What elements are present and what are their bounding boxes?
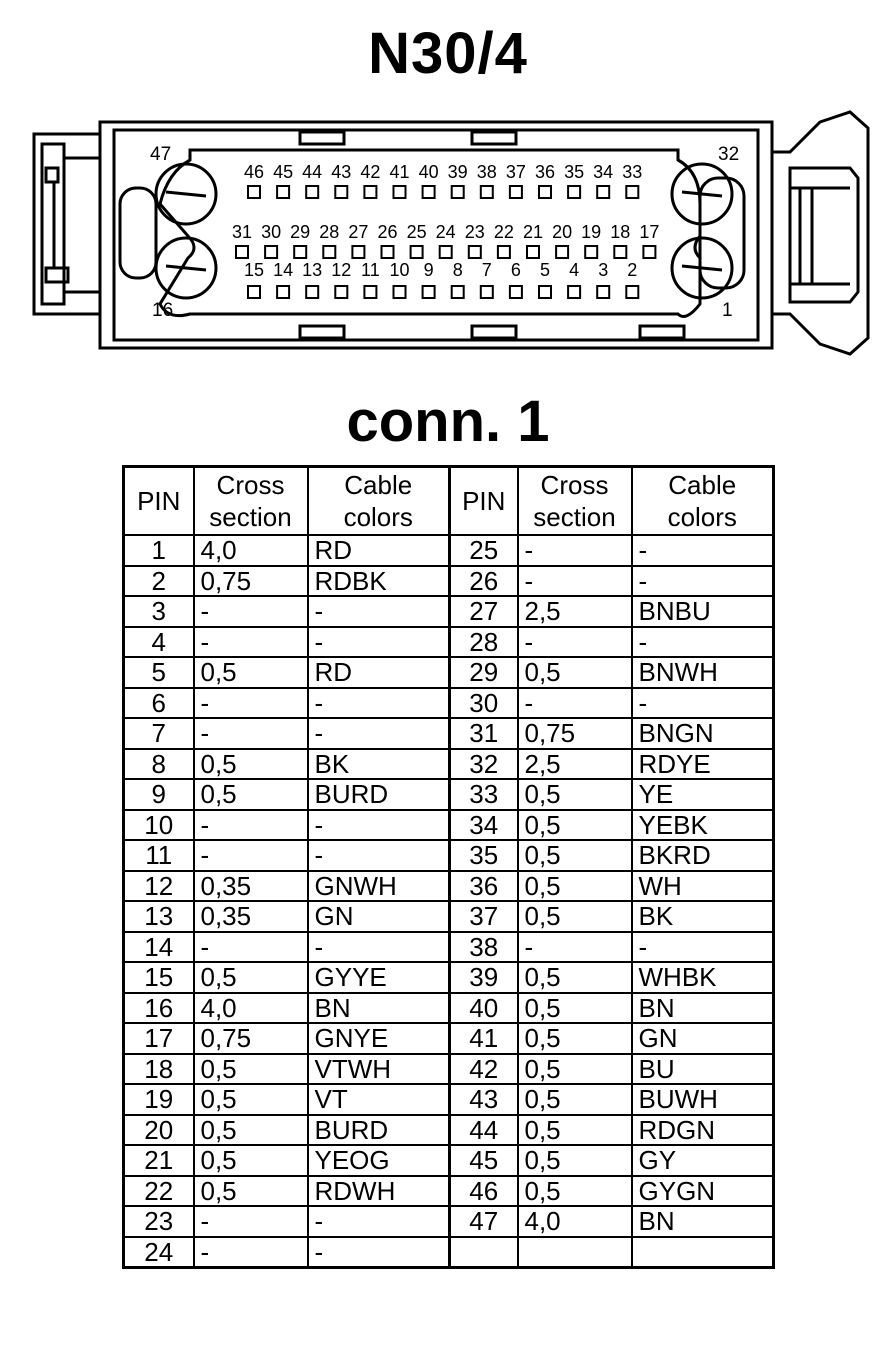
cable-color: BU	[632, 1054, 774, 1085]
pin-number: 2	[124, 566, 194, 597]
cross-section: 0,5	[194, 749, 308, 780]
pin-number: 26	[450, 566, 518, 597]
connector-title: N30/4	[368, 21, 528, 86]
cable-color: VTWH	[308, 1054, 450, 1085]
table-row	[124, 993, 774, 1024]
cable-color: RDYE	[632, 749, 774, 780]
cable-color: VT	[308, 1084, 450, 1115]
pin-socket	[277, 286, 289, 298]
corner-label-bottom-right: 1	[722, 300, 733, 321]
pin-socket	[481, 286, 493, 298]
right-latch	[772, 112, 868, 354]
pin-socket	[423, 286, 435, 298]
pin-number: 3	[124, 596, 194, 627]
pin-number: 1	[124, 535, 194, 566]
pin-socket	[452, 186, 464, 198]
pin-socket	[236, 246, 248, 258]
pin-number	[450, 1237, 518, 1268]
cross-section: -	[194, 1237, 308, 1268]
pin-number: 5	[124, 657, 194, 688]
pin-number: 16	[124, 993, 194, 1024]
cable-color: -	[308, 627, 450, 658]
table-row	[124, 749, 774, 780]
cross-section: 0,5	[194, 1176, 308, 1207]
table-row	[124, 688, 774, 719]
cross-section: 2,5	[518, 749, 632, 780]
pin-label: 41	[389, 162, 410, 182]
table-row	[124, 1237, 774, 1268]
cable-color: -	[632, 566, 774, 597]
pin-label: 7	[481, 260, 492, 280]
cable-color: GN	[632, 1023, 774, 1054]
table-row	[124, 657, 774, 688]
cross-section: -	[518, 535, 632, 566]
cable-color: GN	[308, 901, 450, 932]
cable-color: -	[632, 932, 774, 963]
pin-socket	[382, 246, 394, 258]
cross-section: 0,5	[518, 871, 632, 902]
cross-section: 0,5	[518, 1115, 632, 1146]
pin-number: 10	[124, 810, 194, 841]
cable-color: RD	[308, 657, 450, 688]
pin-number: 4	[124, 627, 194, 658]
table-row	[124, 1145, 774, 1176]
pin-number: 25	[450, 535, 518, 566]
pin-label: 13	[302, 260, 323, 280]
cross-section: 0,5	[518, 779, 632, 810]
cable-color: BNBU	[632, 596, 774, 627]
corner-label-top-right: 32	[718, 144, 740, 165]
pin-socket	[614, 246, 626, 258]
cable-color: WHBK	[632, 962, 774, 993]
pin-label: 14	[273, 260, 294, 280]
pin-label: 20	[552, 222, 573, 242]
cross-section: 0,5	[194, 1084, 308, 1115]
table-row	[124, 596, 774, 627]
cross-section: 0,5	[194, 779, 308, 810]
pin-number: 12	[124, 871, 194, 902]
cable-color: BN	[632, 993, 774, 1024]
pin-socket	[335, 186, 347, 198]
pin-socket	[440, 246, 452, 258]
cable-color: YEBK	[632, 810, 774, 841]
cross-section: 0,75	[194, 1023, 308, 1054]
table-row	[124, 810, 774, 841]
pin-label: 2	[627, 260, 638, 280]
pin-socket	[265, 246, 277, 258]
pin-socket	[626, 286, 638, 298]
pin-number: 15	[124, 962, 194, 993]
pin-label: 10	[389, 260, 410, 280]
pin-socket	[469, 246, 481, 258]
pin-label: 40	[418, 162, 439, 182]
pin-number: 34	[450, 810, 518, 841]
pin-label: 18	[610, 222, 631, 242]
pin-number: 38	[450, 932, 518, 963]
column-header: PIN	[450, 467, 518, 536]
table-row	[124, 901, 774, 932]
cross-section: 0,5	[194, 1054, 308, 1085]
pin-number: 13	[124, 901, 194, 932]
pin-label: 22	[493, 222, 514, 242]
cable-color: -	[308, 688, 450, 719]
pin-number: 7	[124, 718, 194, 749]
pin-socket	[306, 286, 318, 298]
pin-socket	[597, 286, 609, 298]
cable-color: RDBK	[308, 566, 450, 597]
pin-label: 44	[302, 162, 323, 182]
pin-number: 18	[124, 1054, 194, 1085]
table-row	[124, 1023, 774, 1054]
cross-section: 0,5	[518, 901, 632, 932]
pin-label: 27	[348, 222, 369, 242]
pin-label: 24	[435, 222, 456, 242]
cable-color: -	[632, 535, 774, 566]
pin-label: 19	[581, 222, 602, 242]
pin-socket	[364, 186, 376, 198]
pin-socket	[498, 246, 510, 258]
cable-color: BK	[632, 901, 774, 932]
pin-number: 47	[450, 1206, 518, 1237]
pin-socket	[394, 286, 406, 298]
cable-color	[632, 1237, 774, 1268]
cross-section: 0,75	[194, 566, 308, 597]
pin-label: 45	[273, 162, 294, 182]
pin-number: 27	[450, 596, 518, 627]
pin-number: 19	[124, 1084, 194, 1115]
pin-socket	[452, 286, 464, 298]
pin-label: 34	[593, 162, 614, 182]
pin-socket	[335, 286, 347, 298]
pin-number: 39	[450, 962, 518, 993]
pin-socket	[510, 286, 522, 298]
table-header-row	[124, 467, 774, 536]
cross-section: 0,5	[194, 962, 308, 993]
cross-section: -	[194, 810, 308, 841]
cable-color: GYGN	[632, 1176, 774, 1207]
pin-label: 30	[261, 222, 282, 242]
cross-section: 2,5	[518, 596, 632, 627]
pin-label: 26	[377, 222, 398, 242]
pin-socket	[643, 246, 655, 258]
pin-label: 37	[505, 162, 526, 182]
pin-number: 40	[450, 993, 518, 1024]
cross-section: -	[518, 932, 632, 963]
connector-number-title: conn. 1	[346, 389, 550, 454]
pin-number: 44	[450, 1115, 518, 1146]
cable-color: -	[308, 840, 450, 871]
pin-number: 11	[124, 840, 194, 871]
left-latch	[34, 134, 100, 314]
pin-number: 36	[450, 871, 518, 902]
pin-number: 28	[450, 627, 518, 658]
cross-section: 4,0	[194, 993, 308, 1024]
pin-label: 5	[539, 260, 551, 280]
pin-rows	[232, 162, 659, 298]
pin-label: 23	[464, 222, 485, 242]
cable-color: BKRD	[632, 840, 774, 871]
table-row	[124, 1084, 774, 1115]
cross-section: -	[518, 566, 632, 597]
pin-socket	[539, 286, 551, 298]
column-header: PIN	[124, 467, 194, 536]
pin-number: 33	[450, 779, 518, 810]
cable-color: GNYE	[308, 1023, 450, 1054]
cable-color: -	[632, 627, 774, 658]
cable-color: GYYE	[308, 962, 450, 993]
cross-section: 0,5	[518, 993, 632, 1024]
cross-section: -	[518, 688, 632, 719]
cross-section	[518, 1237, 632, 1268]
cross-section: -	[194, 688, 308, 719]
pin-socket	[306, 186, 318, 198]
column-header: Cable colors	[308, 467, 450, 536]
cross-section: 0,5	[518, 1023, 632, 1054]
table-row	[124, 566, 774, 597]
cross-section: -	[194, 840, 308, 871]
pin-socket	[481, 186, 493, 198]
pin-label: 39	[447, 162, 468, 182]
table-row	[124, 535, 774, 566]
cable-color: BUWH	[632, 1084, 774, 1115]
pin-number: 45	[450, 1145, 518, 1176]
table-row	[124, 718, 774, 749]
cable-color: YEOG	[308, 1145, 450, 1176]
pin-label: 28	[319, 222, 340, 242]
cross-section: 0,35	[194, 871, 308, 902]
pin-number: 24	[124, 1237, 194, 1268]
pin-label: 15	[243, 260, 265, 280]
cross-section: -	[194, 596, 308, 627]
pin-number: 22	[124, 1176, 194, 1207]
table-row	[124, 932, 774, 963]
pin-label: 33	[622, 162, 643, 182]
cross-section: 0,5	[194, 1145, 308, 1176]
table-row	[124, 1054, 774, 1085]
pin-number: 46	[450, 1176, 518, 1207]
pin-label: 12	[331, 260, 352, 280]
cable-color: BURD	[308, 779, 450, 810]
pin-label: 8	[452, 260, 463, 280]
corner-label-bottom-left: 16	[152, 300, 174, 321]
cross-section: 0,5	[194, 657, 308, 688]
pin-label: 46	[243, 162, 265, 182]
cross-section: 0,5	[518, 962, 632, 993]
pin-number: 32	[450, 749, 518, 780]
pin-socket	[323, 246, 335, 258]
cable-color: -	[308, 718, 450, 749]
table-row	[124, 779, 774, 810]
pin-label: 38	[476, 162, 497, 182]
pin-label: 43	[331, 162, 352, 182]
cable-color: GNWH	[308, 871, 450, 902]
cable-color: YE	[632, 779, 774, 810]
pin-number: 21	[124, 1145, 194, 1176]
pin-number: 23	[124, 1206, 194, 1237]
pin-number: 37	[450, 901, 518, 932]
cross-section: 0,5	[518, 657, 632, 688]
cable-color: -	[308, 932, 450, 963]
cable-color: BURD	[308, 1115, 450, 1146]
table-row	[124, 1176, 774, 1207]
table-row	[124, 627, 774, 658]
pin-label: 42	[360, 162, 381, 182]
pin-socket	[568, 286, 580, 298]
pin-label: 35	[564, 162, 585, 182]
table-row	[124, 962, 774, 993]
pin-label: 17	[639, 222, 660, 242]
pin-socket	[597, 186, 609, 198]
cable-color: RD	[308, 535, 450, 566]
pin-number: 20	[124, 1115, 194, 1146]
cable-color: -	[308, 596, 450, 627]
cross-section: 0,5	[518, 1145, 632, 1176]
cross-section: -	[194, 932, 308, 963]
pin-socket	[364, 286, 376, 298]
pin-socket	[294, 246, 306, 258]
pin-number: 30	[450, 688, 518, 719]
pin-socket	[277, 186, 289, 198]
cable-color: RDWH	[308, 1176, 450, 1207]
pin-socket	[423, 186, 435, 198]
cross-section: 0,5	[518, 1054, 632, 1085]
pin-number: 35	[450, 840, 518, 871]
cross-section: 0,5	[194, 1115, 308, 1146]
connector-diagram	[0, 108, 896, 358]
cross-section: -	[194, 1206, 308, 1237]
cable-color: BNWH	[632, 657, 774, 688]
pin-label: 11	[361, 260, 380, 280]
pin-assignment-table	[122, 465, 775, 1269]
pin-socket	[626, 186, 638, 198]
column-header: Cross section	[518, 467, 632, 536]
cross-section: -	[518, 627, 632, 658]
cable-color: -	[308, 1237, 450, 1268]
cross-section: 0,35	[194, 901, 308, 932]
cable-color: BN	[308, 993, 450, 1024]
cable-color: BN	[632, 1206, 774, 1237]
pin-number: 41	[450, 1023, 518, 1054]
pin-label: 36	[534, 162, 556, 182]
pin-label: 25	[406, 222, 427, 242]
pin-number: 14	[124, 932, 194, 963]
pin-socket	[585, 246, 597, 258]
cable-color: -	[308, 810, 450, 841]
pin-socket	[539, 186, 551, 198]
cable-color: BK	[308, 749, 450, 780]
cable-color: RDGN	[632, 1115, 774, 1146]
table-row	[124, 1115, 774, 1146]
table-row	[124, 1206, 774, 1237]
column-header: Cross section	[194, 467, 308, 536]
pin-number: 42	[450, 1054, 518, 1085]
cable-color: GY	[632, 1145, 774, 1176]
cable-color: BNGN	[632, 718, 774, 749]
pin-label: 4	[569, 260, 580, 280]
pin-label: 29	[290, 222, 311, 242]
pin-socket	[352, 246, 364, 258]
cross-section: -	[194, 627, 308, 658]
cross-section: 0,5	[518, 810, 632, 841]
cable-color: WH	[632, 871, 774, 902]
pin-socket	[568, 186, 580, 198]
pin-socket	[248, 286, 260, 298]
pin-number: 31	[450, 718, 518, 749]
pin-label: 3	[598, 260, 609, 280]
pin-number: 6	[124, 688, 194, 719]
pin-number: 9	[124, 779, 194, 810]
cable-color: -	[632, 688, 774, 719]
table-row	[124, 871, 774, 902]
cross-section: -	[194, 718, 308, 749]
pin-socket	[394, 186, 406, 198]
pin-number: 43	[450, 1084, 518, 1115]
cross-section: 0,5	[518, 840, 632, 871]
cross-section: 0,5	[518, 1176, 632, 1207]
cross-section: 4,0	[194, 535, 308, 566]
pin-socket	[527, 246, 539, 258]
pin-label: 9	[423, 260, 434, 280]
pin-number: 29	[450, 657, 518, 688]
pin-label: 21	[522, 222, 544, 242]
table-row	[124, 840, 774, 871]
pin-socket	[510, 186, 522, 198]
cable-color: -	[308, 1206, 450, 1237]
corner-label-top-left: 47	[150, 144, 172, 165]
pin-label: 6	[510, 260, 521, 280]
pin-number: 17	[124, 1023, 194, 1054]
pin-socket	[411, 246, 423, 258]
column-header: Cable colors	[632, 467, 774, 536]
cross-section: 0,5	[518, 1084, 632, 1115]
pin-number: 8	[124, 749, 194, 780]
cross-section: 0,75	[518, 718, 632, 749]
pin-socket	[248, 186, 260, 198]
pin-label: 31	[231, 222, 253, 242]
cross-section: 4,0	[518, 1206, 632, 1237]
pin-socket	[556, 246, 568, 258]
